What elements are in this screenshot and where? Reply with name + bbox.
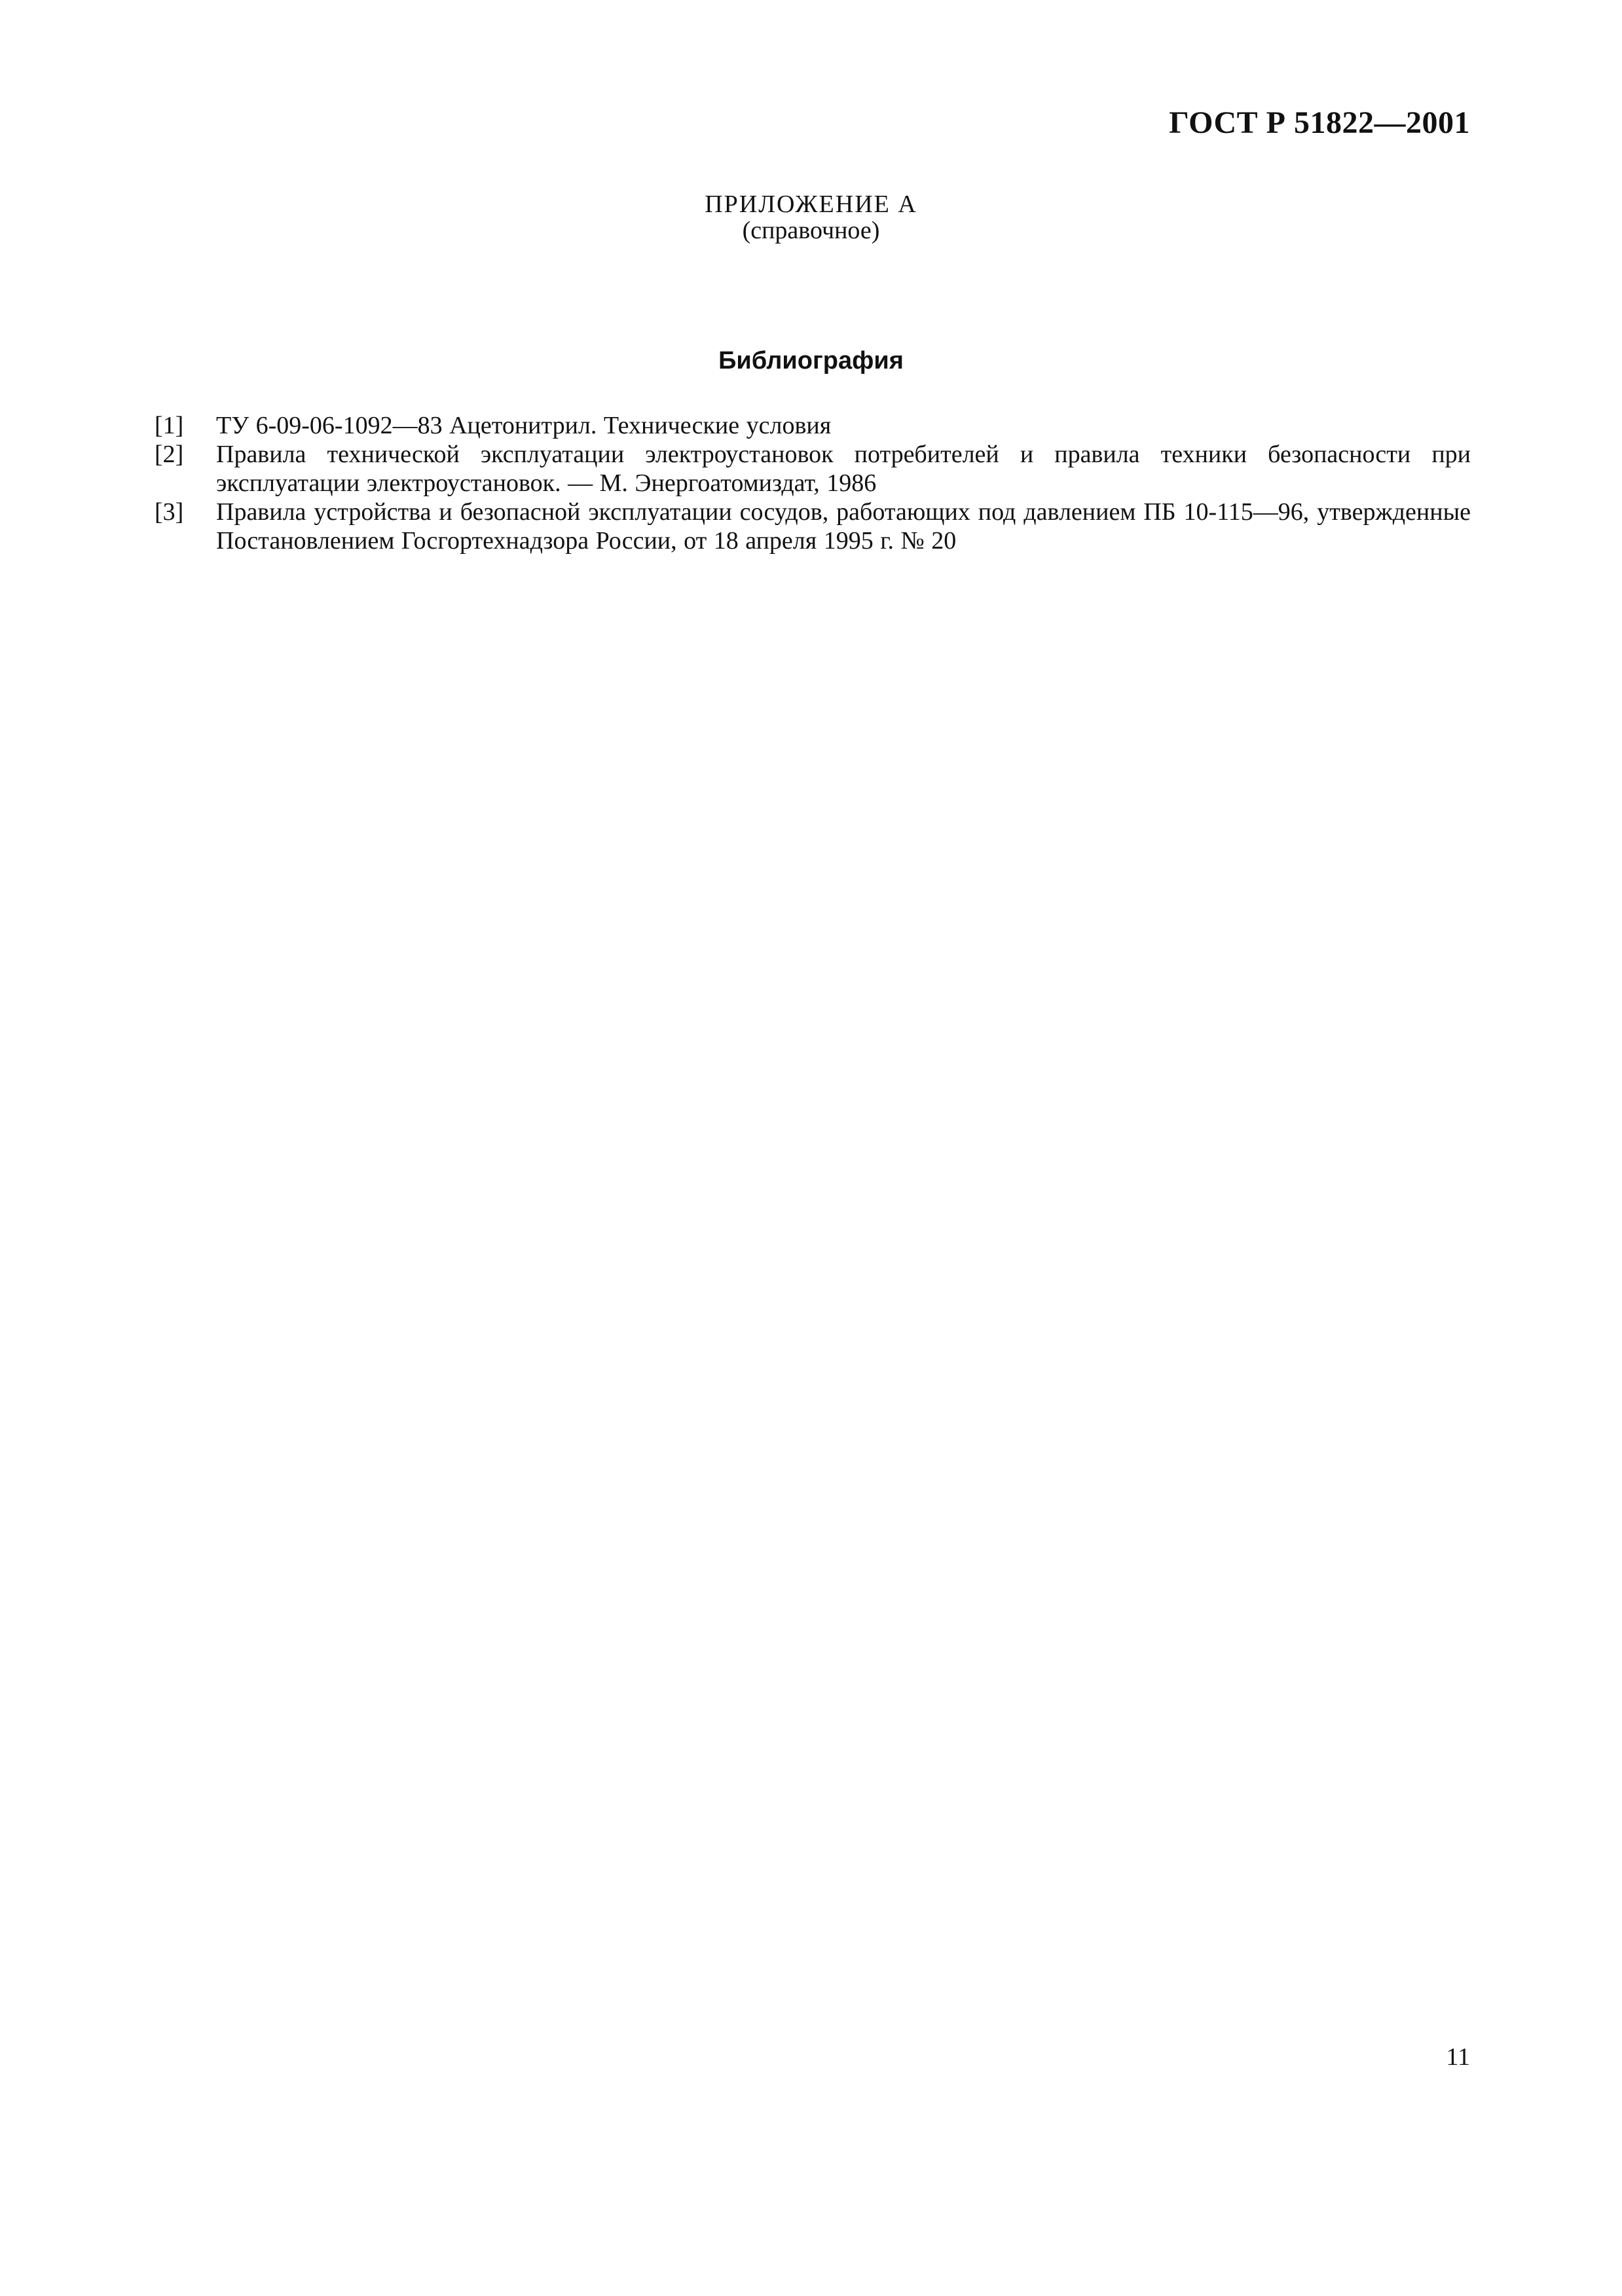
bibliography-heading: Библиография bbox=[718, 347, 904, 374]
bibliography-entry bbox=[155, 440, 1471, 498]
bibliography-entry-number: [3] bbox=[155, 498, 184, 526]
bibliography-entry bbox=[155, 411, 1471, 440]
annex-subtitle: (справочное) bbox=[742, 217, 880, 244]
bibliography-entry-number: [1] bbox=[155, 412, 184, 439]
annex-title: ПРИЛОЖЕНИЕ А bbox=[705, 191, 917, 218]
bibliography-entry-number: [2] bbox=[155, 441, 184, 468]
standard-code: ГОСТ Р 51822—2001 bbox=[1169, 105, 1470, 140]
bibliography-entry-text: Правила устройства и безопасной эксплуатации сосудов, работающих под давлением ПБ 10-115—96, утвержденные Постановлением Госгортехнадзора России, от 18 апреля 1995 г. № 20 bbox=[216, 498, 1471, 555]
page-number: 11 bbox=[1446, 2043, 1470, 2071]
bibliography-entry-text: ТУ 6-09-06-1092—83 Ацетонитрил. Технические условия bbox=[216, 412, 832, 439]
bibliography-entry-text: Правила технической эксплуатации электроустановок потребителей и правила техники безопасности при эксплуатации электроустановок. — М. Энергоатомиздат, 1986 bbox=[216, 441, 1471, 497]
bibliography-list bbox=[155, 411, 1471, 555]
bibliography-entry bbox=[155, 498, 1471, 555]
